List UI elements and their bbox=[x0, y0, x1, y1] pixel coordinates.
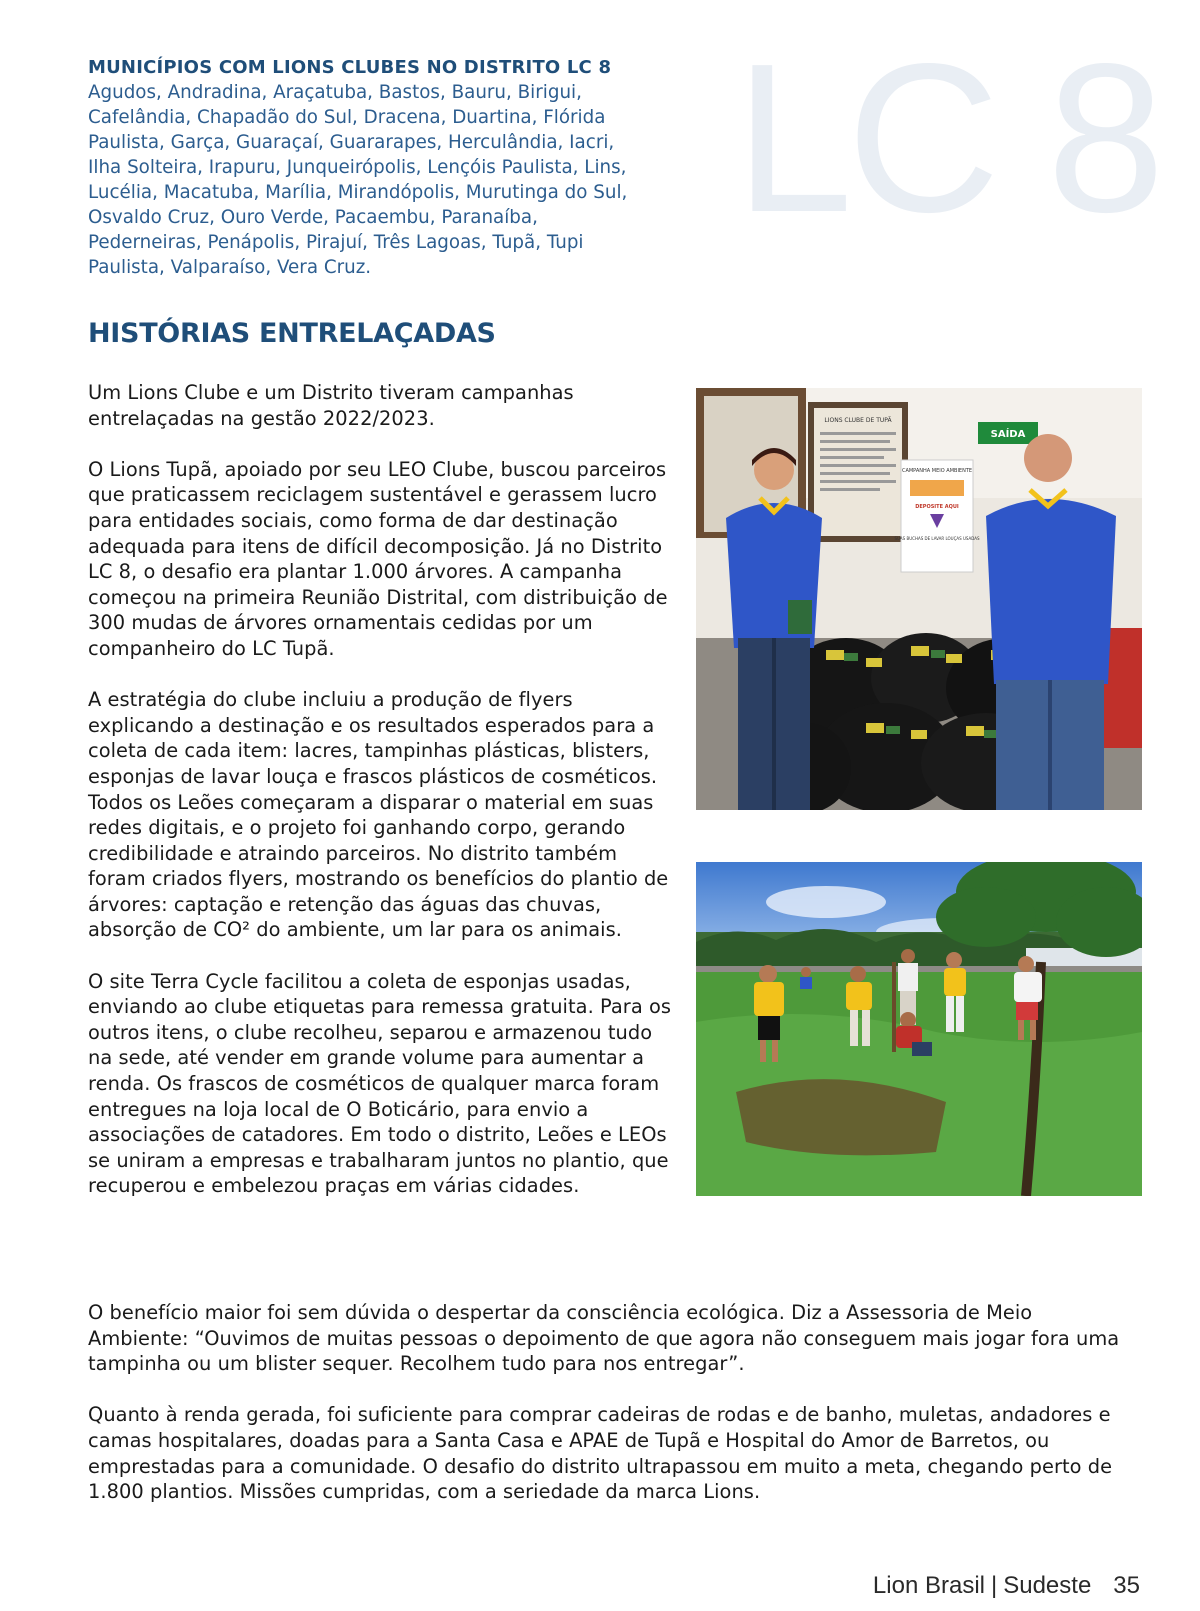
district-code-watermark: LC 8 bbox=[735, 19, 1159, 256]
poster-text: SUAS BUCHAS DE LAVAR LOUÇAS USADAS bbox=[894, 536, 980, 541]
poster-deposit: DEPOSITE AQUI bbox=[915, 504, 959, 510]
footer-separator: | bbox=[990, 1572, 998, 1599]
paragraph-4: O site Terra Cycle facilitou a coleta de esponjas usadas, enviando ao clube etiquetas para remessa gratuita. Para os outros itens, o clube recolheu, separou e armazenou tudo na sede, até vender em grande volume para aumentar a renda. Os frascos de cosméticos de qualquer marca foram entregues na loja local de O Boticário, para envio a associações de catadores. Em todo o distrito, Leões e LEOs se uniram a empresas e trabalharam juntos no plantio, que recuperou e embelezou praças em várias cidades. bbox=[88, 969, 672, 1198]
municipalities-list: Agudos, Andradina, Araçatuba, Bastos, Bauru, Birigui, Cafelândia, Chapadão do Sul, Dracena, Duartina, Flórida Paulista, Garça, Guaraçaí, Guararapes, Herculândia, Iacri, Ilha Solteira, Irapuru, Junqueirópolis, Lençóis Paulista, Lins, Lucélia, Macatuba, Marília, Mirandópolis, Murutinga do Sul, Osvaldo Cruz, Ouro Verde, Pacaembu, Paranaíba, Pederneiras, Penápolis, Pirajuí, Três Lagoas, Tupã, Tupi Paulista, Valparaíso, Vera Cruz. bbox=[88, 82, 628, 278]
page-footer bbox=[873, 1572, 1140, 1600]
footer-publication: Lion Brasil bbox=[872, 1572, 985, 1599]
municipalities-title: MUNICÍPIOS COM LIONS CLUBES NO DISTRITO LC 8 bbox=[88, 57, 612, 78]
volunteer-7 bbox=[800, 967, 812, 989]
board-title: LIONS CLUBE DE TUPÃ bbox=[824, 417, 892, 424]
photo-recycling-illustration bbox=[696, 388, 1142, 810]
paragraph-5: O benefício maior foi sem dúvida o despertar da consciência ecológica. Diz a Assessoria de Meio Ambiente: “Ouvimos de muitas pessoas o depoimento de que agora não conseguem mais jogar fora uma tampinha ou um blister sequer. Recolhem tudo para nos entregar”. bbox=[88, 1301, 1120, 1376]
municipalities-block bbox=[88, 56, 648, 280]
photo-recycling-collection bbox=[696, 388, 1142, 810]
paragraph-1: Um Lions Clube e um Distrito tiveram campanhas entrelaçadas na gestão 2022/2023. bbox=[88, 381, 574, 430]
photo-tree-planting bbox=[696, 862, 1142, 1196]
paragraph-2: O Lions Tupã, apoiado por seu LEO Clube, buscou parceiros que praticassem reciclagem sustentável e gerassem lucro para entidades sociais, como forma de dar destinação adequada para itens de difícil decomposição. Já no Distrito LC 8, o desafio era plantar 1.000 árvores. A campanha começou na primeira Reunião Distrital, com distribuição de 300 mudas de árvores ornamentais cedidas por um companheiro do LC Tupã. bbox=[88, 457, 668, 660]
page-number: 35 bbox=[1113, 1572, 1140, 1599]
paragraph-3: A estratégia do clube incluiu a produção de flyers explicando a destinação e os resultados esperados para a coleta de cada item: lacres, tampinhas plásticas, blisters, esponjas de lavar louça e frascos plásticos de cosméticos. Todos os Leões começaram a disparar o material em suas redes digitais, e o projeto foi ganhando corpo, gerando credibilidade e atraindo parceiros. No distrito também foram criados flyers, mostrando os benefícios do plantio de árvores: captação e retenção das águas das chuvas, absorção de CO² do ambiente, um lar para os animais. bbox=[88, 688, 669, 942]
section-title: HISTÓRIAS ENTRELAÇADAS bbox=[88, 318, 496, 349]
poster-title: CAMPANHA MEIO AMBIENTE bbox=[901, 468, 973, 474]
footer-region: Sudeste bbox=[1003, 1572, 1092, 1599]
exit-sign: SAÍDA bbox=[990, 429, 1026, 440]
article-body-column bbox=[88, 380, 678, 1225]
photo-planting-illustration bbox=[696, 862, 1142, 1196]
paragraph-6: Quanto à renda gerada, foi suficiente para comprar cadeiras de rodas e de banho, muletas, andadores e camas hospitalares, doadas para a Santa Casa e APAE de Tupã e Hospital do Amor de Barretos, ou emprestadas para a comunidade. O desafio do distrito ultrapassou em muito a meta, chegando perto de 1.800 plantios. Missões cumpridas, com a seriedade da marca Lions. bbox=[88, 1403, 1113, 1504]
article-body-wide bbox=[88, 1300, 1138, 1530]
